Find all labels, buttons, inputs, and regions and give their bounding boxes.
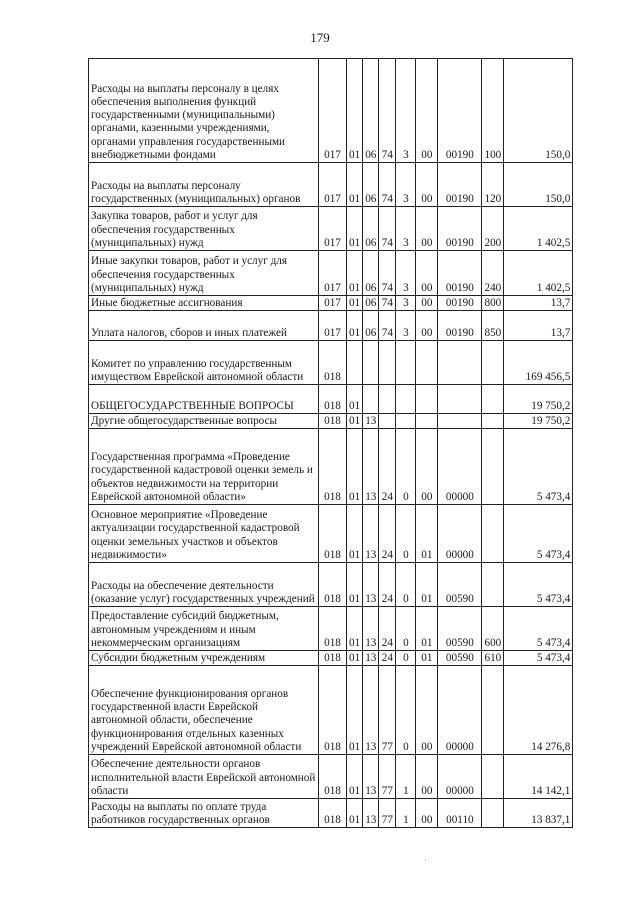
- subsection-code: 13: [363, 651, 379, 666]
- subprogram-code: 0: [396, 563, 416, 607]
- amount: 5 473,4: [504, 429, 573, 505]
- table-row: [89, 414, 573, 429]
- event-code: 01: [416, 607, 438, 651]
- subprogram-code: 0: [396, 607, 416, 651]
- direction-code: [438, 341, 482, 385]
- event-code: [416, 414, 438, 429]
- department-code: 017: [319, 296, 347, 311]
- subsection-code: 13: [363, 799, 379, 828]
- table-row: [89, 385, 573, 414]
- department-code: 017: [319, 311, 347, 341]
- subsection-code: [363, 341, 379, 385]
- expense-name: Расходы на обеспечение деятельности (оказание услуг) государственных учреждений: [89, 563, 319, 607]
- event-code: 00: [416, 59, 438, 163]
- amount: 1 402,5: [504, 251, 573, 296]
- direction-code: 00190: [438, 163, 482, 207]
- expense-name: Иные закупки товаров, работ и услуг для обеспечения государственных (муниципальных) нужд: [89, 251, 319, 296]
- subsection-code: 06: [363, 59, 379, 163]
- section-code: 01: [347, 505, 363, 563]
- department-code: 018: [319, 505, 347, 563]
- program-code: 24: [379, 607, 396, 651]
- section-code: 01: [347, 799, 363, 828]
- direction-code: 00590: [438, 563, 482, 607]
- department-code: 018: [319, 429, 347, 505]
- expense-name: Расходы на выплаты персоналу государственных (муниципальных) органов: [89, 163, 319, 207]
- amount: 13 837,1: [504, 799, 573, 828]
- expense-type-code: [482, 505, 504, 563]
- expense-type-code: 200: [482, 207, 504, 251]
- table-row: [89, 429, 573, 505]
- expense-type-code: 100: [482, 59, 504, 163]
- event-code: 01: [416, 563, 438, 607]
- expense-type-code: 610: [482, 651, 504, 666]
- section-code: 01: [347, 251, 363, 296]
- amount: 14 142,1: [504, 755, 573, 799]
- direction-code: 00000: [438, 755, 482, 799]
- table-row: [89, 607, 573, 651]
- table-row: [89, 755, 573, 799]
- department-code: 017: [319, 59, 347, 163]
- expense-type-code: 850: [482, 311, 504, 341]
- department-code: 018: [319, 651, 347, 666]
- event-code: 00: [416, 163, 438, 207]
- department-code: 018: [319, 385, 347, 414]
- subprogram-code: 1: [396, 755, 416, 799]
- amount: 150,0: [504, 59, 573, 163]
- program-code: 77: [379, 666, 396, 755]
- program-code: 24: [379, 563, 396, 607]
- section-code: 01: [347, 59, 363, 163]
- expense-name: Комитет по управлению государственным имуществом Еврейской автономной области: [89, 341, 319, 385]
- expense-name: Другие общегосударственные вопросы: [89, 414, 319, 429]
- direction-code: 00000: [438, 505, 482, 563]
- amount: 13,7: [504, 296, 573, 311]
- table-row: [89, 311, 573, 341]
- expense-name: Предоставление субсидий бюджетным, автономным учреждениям и иным некоммерческим организациям: [89, 607, 319, 651]
- event-code: 01: [416, 505, 438, 563]
- amount: 169 456,5: [504, 341, 573, 385]
- table-row: [89, 799, 573, 828]
- table-row: [89, 563, 573, 607]
- subsection-code: [363, 385, 379, 414]
- expense-type-code: 240: [482, 251, 504, 296]
- event-code: 00: [416, 251, 438, 296]
- section-code: [347, 341, 363, 385]
- expense-type-code: [482, 799, 504, 828]
- table-row: [89, 341, 573, 385]
- department-code: 018: [319, 341, 347, 385]
- program-code: 74: [379, 59, 396, 163]
- subsection-code: 06: [363, 207, 379, 251]
- section-code: 01: [347, 414, 363, 429]
- direction-code: 00590: [438, 651, 482, 666]
- subprogram-code: 0: [396, 429, 416, 505]
- direction-code: 00190: [438, 59, 482, 163]
- subprogram-code: [396, 385, 416, 414]
- subprogram-code: 1: [396, 799, 416, 828]
- amount: 19 750,2: [504, 385, 573, 414]
- direction-code: [438, 414, 482, 429]
- expense-type-code: 800: [482, 296, 504, 311]
- amount: 19 750,2: [504, 414, 573, 429]
- subprogram-code: 3: [396, 163, 416, 207]
- program-code: 24: [379, 429, 396, 505]
- subsection-code: 13: [363, 755, 379, 799]
- direction-code: 00190: [438, 296, 482, 311]
- amount: 13,7: [504, 311, 573, 341]
- expense-type-code: 120: [482, 163, 504, 207]
- subsection-code: 06: [363, 251, 379, 296]
- direction-code: 00000: [438, 666, 482, 755]
- event-code: 00: [416, 311, 438, 341]
- subprogram-code: 0: [396, 666, 416, 755]
- event-code: 00: [416, 799, 438, 828]
- section-code: 01: [347, 651, 363, 666]
- section-code: 01: [347, 563, 363, 607]
- expense-type-code: [482, 385, 504, 414]
- expense-type-code: 600: [482, 607, 504, 651]
- expense-name: Основное мероприятие «Проведение актуализации государственной кадастровой оценки земельных участков и объектов недвижимости»: [89, 505, 319, 563]
- expense-name: Субсидии бюджетным учреждениям: [89, 651, 319, 666]
- event-code: 00: [416, 296, 438, 311]
- direction-code: 00190: [438, 207, 482, 251]
- direction-code: 00190: [438, 311, 482, 341]
- direction-code: 00190: [438, 251, 482, 296]
- subsection-code: 06: [363, 311, 379, 341]
- section-code: 01: [347, 666, 363, 755]
- direction-code: [438, 385, 482, 414]
- subprogram-code: 3: [396, 311, 416, 341]
- department-code: 018: [319, 666, 347, 755]
- subprogram-code: 3: [396, 59, 416, 163]
- program-code: 77: [379, 799, 396, 828]
- program-code: 24: [379, 651, 396, 666]
- department-code: 017: [319, 207, 347, 251]
- program-code: 74: [379, 311, 396, 341]
- direction-code: 00110: [438, 799, 482, 828]
- program-code: [379, 385, 396, 414]
- department-code: 018: [319, 755, 347, 799]
- event-code: [416, 385, 438, 414]
- section-code: 01: [347, 311, 363, 341]
- subsection-code: 13: [363, 666, 379, 755]
- amount: 150,0: [504, 163, 573, 207]
- expense-name: Обеспечение деятельности органов исполнительной власти Еврейской автономной области: [89, 755, 319, 799]
- expense-type-code: [482, 341, 504, 385]
- department-code: 018: [319, 607, 347, 651]
- program-code: [379, 341, 396, 385]
- event-code: 00: [416, 666, 438, 755]
- subsection-code: 13: [363, 505, 379, 563]
- expense-type-code: [482, 755, 504, 799]
- subsection-code: 06: [363, 163, 379, 207]
- section-code: 01: [347, 385, 363, 414]
- scan-speck: [425, 859, 426, 860]
- expense-name: Расходы на выплаты по оплате труда работников государственных органов: [89, 799, 319, 828]
- direction-code: 00590: [438, 607, 482, 651]
- expense-type-code: [482, 414, 504, 429]
- subsection-code: 13: [363, 563, 379, 607]
- subprogram-code: [396, 414, 416, 429]
- page-number: 179: [310, 30, 330, 45]
- table-row: [89, 666, 573, 755]
- expense-name: Государственная программа «Проведение государственной кадастровой оценки земель и объектов недвижимости на территории Еврейской автономной области»: [89, 429, 319, 505]
- amount: 5 473,4: [504, 505, 573, 563]
- section-code: 01: [347, 207, 363, 251]
- subprogram-code: 0: [396, 651, 416, 666]
- amount: 5 473,4: [504, 651, 573, 666]
- event-code: 01: [416, 651, 438, 666]
- direction-code: 00000: [438, 429, 482, 505]
- expense-name: Расходы на выплаты персоналу в целях обеспечения выполнения функций государственными (муниципальными) органами, казенными учреждениями, органами управления государственными внебюджетными фондами: [89, 59, 319, 163]
- section-code: 01: [347, 429, 363, 505]
- program-code: 74: [379, 296, 396, 311]
- department-code: 018: [319, 563, 347, 607]
- event-code: 00: [416, 755, 438, 799]
- subprogram-code: 3: [396, 207, 416, 251]
- table-row: [89, 163, 573, 207]
- subsection-code: 13: [363, 414, 379, 429]
- amount: 5 473,4: [504, 607, 573, 651]
- program-code: 74: [379, 251, 396, 296]
- subprogram-code: 3: [396, 296, 416, 311]
- program-code: [379, 414, 396, 429]
- section-code: 01: [347, 296, 363, 311]
- subprogram-code: 3: [396, 251, 416, 296]
- program-code: 74: [379, 207, 396, 251]
- event-code: 00: [416, 207, 438, 251]
- expense-type-code: [482, 563, 504, 607]
- table-row: [89, 59, 573, 163]
- subprogram-code: [396, 341, 416, 385]
- section-code: 01: [347, 163, 363, 207]
- expense-name: Обеспечение функционирования органов государственной власти Еврейской автономной области, обеспечение функционирования отдельных казенных учреждений Еврейской автономной области: [89, 666, 319, 755]
- department-code: 017: [319, 251, 347, 296]
- section-code: 01: [347, 607, 363, 651]
- department-code: 018: [319, 799, 347, 828]
- table-row: [89, 251, 573, 296]
- subsection-code: 13: [363, 429, 379, 505]
- expense-type-code: [482, 429, 504, 505]
- amount: 5 473,4: [504, 563, 573, 607]
- event-code: [416, 341, 438, 385]
- department-code: 017: [319, 163, 347, 207]
- program-code: 74: [379, 163, 396, 207]
- table-row: [89, 651, 573, 666]
- expense-name: ОБЩЕГОСУДАРСТВЕННЫЕ ВОПРОСЫ: [89, 385, 319, 414]
- expense-name: Закупка товаров, работ и услуг для обеспечения государственных (муниципальных) нужд: [89, 207, 319, 251]
- department-code: 018: [319, 414, 347, 429]
- table-row: [89, 207, 573, 251]
- budget-table: [88, 58, 573, 828]
- program-code: 77: [379, 755, 396, 799]
- table-row: [89, 505, 573, 563]
- program-code: 24: [379, 505, 396, 563]
- amount: 1 402,5: [504, 207, 573, 251]
- expense-name: Уплата налогов, сборов и иных платежей: [89, 311, 319, 341]
- amount: 14 276,8: [504, 666, 573, 755]
- table-row: [89, 296, 573, 311]
- subsection-code: 06: [363, 296, 379, 311]
- expense-name: Иные бюджетные ассигнования: [89, 296, 319, 311]
- subsection-code: 13: [363, 607, 379, 651]
- section-code: 01: [347, 755, 363, 799]
- expense-type-code: [482, 666, 504, 755]
- event-code: 00: [416, 429, 438, 505]
- subprogram-code: 0: [396, 505, 416, 563]
